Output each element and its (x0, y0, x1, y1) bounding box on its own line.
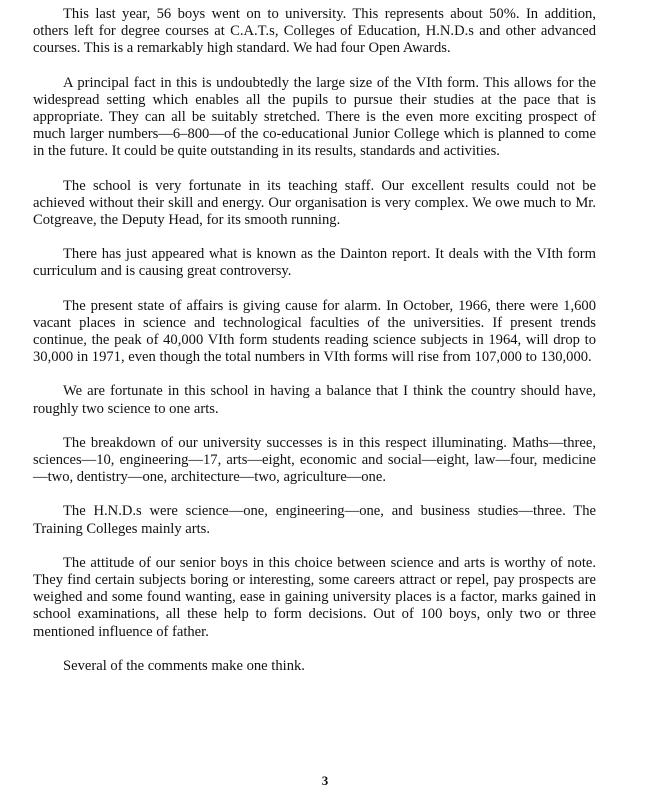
document-page (33, 6, 596, 692)
paragraph-university-breakdown: The breakdown of our university successes is in this respect illuminating. Maths—three, sciences—10, engineering—17, arts—eight, economic and social—eight, law—four, medicine—two, dentistry—one, architecture—two, agriculture—one. (33, 434, 596, 486)
paragraph-state-of-affairs: The present state of affairs is giving cause for alarm. In October, 1966, there were 1,600 vacant places in science and technological faculties of the universities. If present trends continue, the peak of 40,000 VIth form students reading science subjects in 1964, will drop to 30,000 in 1971, even though the total numbers in VIth forms will rise from 107,000 to 130,000. (33, 297, 596, 366)
paragraph-university-results: This last year, 56 boys went on to university. This represents about 50%. In addition, others left for degree courses at C.A.T.s, Colleges of Education, H.N.D.s and other advanced courses. This is a remarkably high standard. We had four Open Awards. (33, 6, 596, 57)
paragraph-comments: Several of the comments make one think. (63, 657, 305, 674)
paragraph-teaching-staff: The school is very fortunate in its teaching staff. Our excellent results could not be achieved without their skill and energy. Our organisation is very complex. We owe much to Mr. Cotgreave, the Deputy Head, for its smooth running. (33, 177, 596, 229)
paragraph-sixth-form-size: A principal fact in this is undoubtedly the large size of the VIth form. This allows for the widespread setting which enables all the pupils to pursue their studies at the pace that is appropriate. They can all be suitably stretched. There is the even more exciting prospect of much larger numbers—6–800—of the co-educational Junior College which is planned to come in the future. It could be quite outstanding in its results, standards and activities. (33, 74, 596, 160)
paragraph-senior-boys-attitude: The attitude of our senior boys in this choice between science and arts is worthy of note. They find certain subjects boring or interesting, some careers attract or repel, pay prospects are weighed and some found wanting, ease in gaining university places is a factor, marks gained in school examinations, all these help to form decisions. Out of 100 boys, only two or three mentioned influence of father. (33, 554, 596, 640)
paragraph-hnd-breakdown: The H.N.D.s were science—one, engineering—one, and business studies—three. The Training Colleges mainly arts. (33, 503, 596, 537)
paragraph-dainton-report: There has just appeared what is known as the Dainton report. It deals with the VIth form curriculum and is causing great controversy. (33, 246, 596, 280)
paragraph-balance: We are fortunate in this school in having a balance that I think the country should have, roughly two science to one arts. (33, 383, 596, 417)
page-number: 3 (321, 773, 329, 788)
